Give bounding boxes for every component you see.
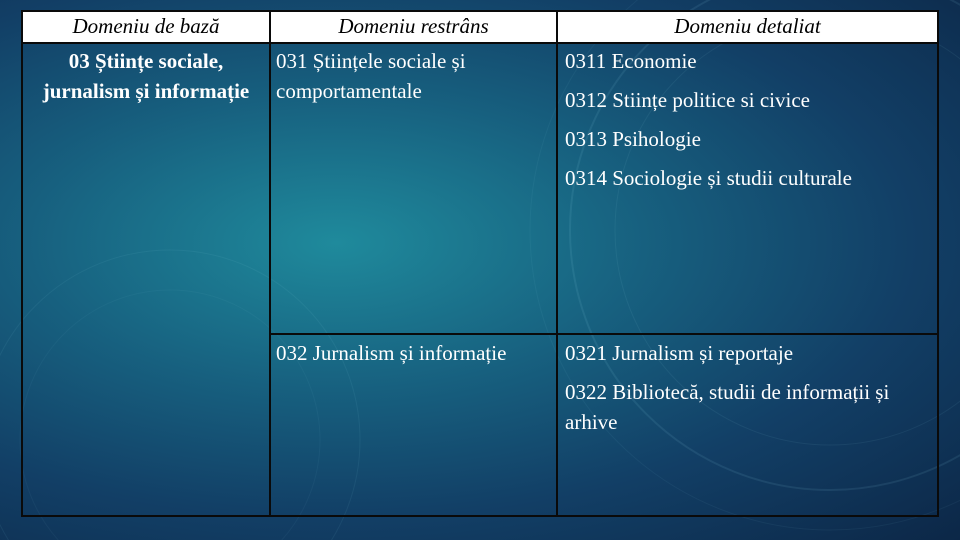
detailed-domain-item: 0322 Bibliotecă, studii de informații și arhive: [565, 380, 890, 434]
narrow-domain-text: 032 Jurnalism și informație: [276, 341, 507, 365]
detailed-domain-cell: [557, 43, 938, 334]
header-base-domain: Domeniu de bază: [22, 11, 270, 43]
table-header-row: [22, 11, 938, 43]
detailed-domain-cell: [557, 334, 938, 516]
table-row: [22, 43, 938, 334]
detailed-domain-item: 0311 Economie: [565, 49, 697, 73]
base-domain-cell: [22, 43, 270, 516]
narrow-domain-cell: [270, 334, 557, 516]
detailed-domain-item: 0312 Stiințe politice si civice: [565, 88, 810, 112]
narrow-domain-cell: [270, 43, 557, 334]
base-domain-text: 03 Științe sociale, jurnalism și informație: [42, 49, 250, 103]
header-narrow-domain: Domeniu restrâns: [270, 11, 557, 43]
detailed-domain-item: 0313 Psihologie: [565, 127, 701, 151]
detailed-domain-item: 0321 Jurnalism și reportaje: [565, 341, 794, 365]
domain-classification-table: [21, 10, 939, 517]
detailed-domain-item: 0314 Sociologie și studii culturale: [565, 166, 852, 190]
narrow-domain-text: 031 Științele sociale și comportamentale: [276, 49, 466, 103]
header-detailed-domain: Domeniu detaliat: [557, 11, 938, 43]
